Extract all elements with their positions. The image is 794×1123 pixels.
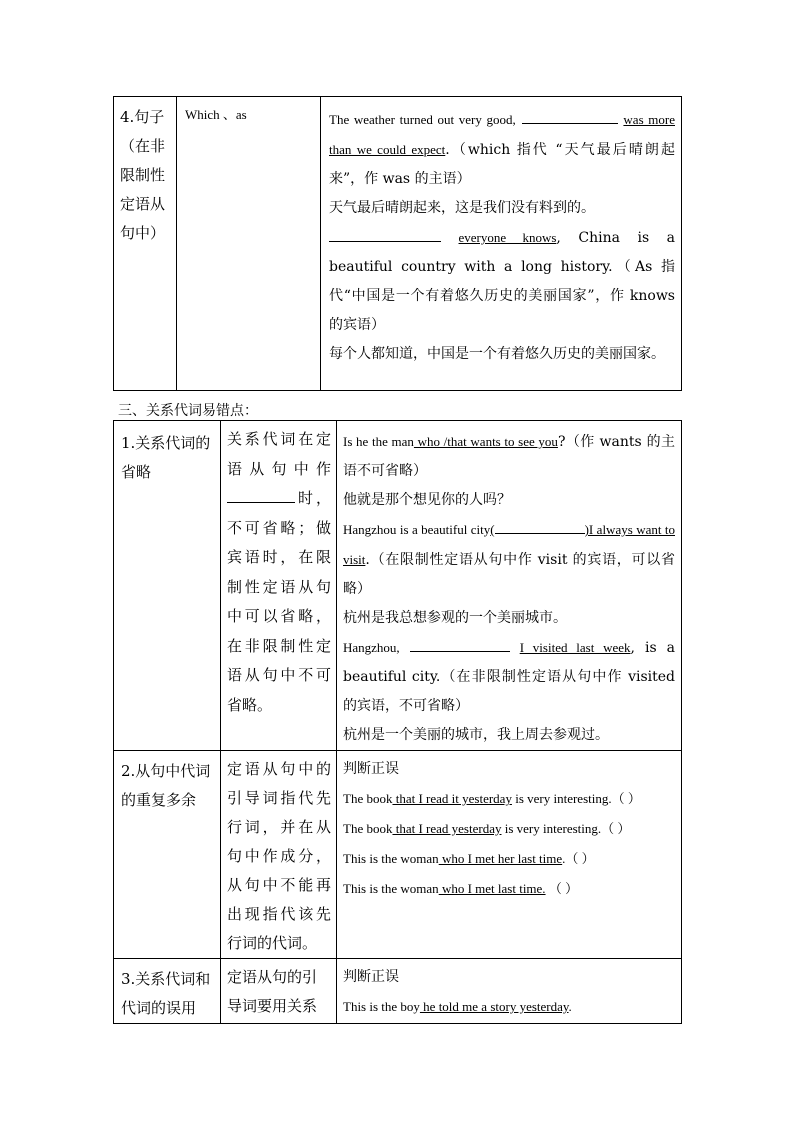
row2-sentence-4: This is the woman who I met last time. （ ） <box>343 881 579 896</box>
row2-label: 2.从句中代词的重复多余 <box>121 762 211 809</box>
table1-label-cell <box>114 97 177 391</box>
row3-rule: 定语从句的引导词要用关系 <box>227 968 318 1015</box>
row1-rule: 关系代词在定语从句中作时，不可省略；做宾语时，在限制性定语从句中可以省略，在非限制性定语从句中不可省略。 <box>227 430 331 714</box>
answer-blank[interactable] <box>495 519 585 534</box>
row1-label: 1.关系代词的省略 <box>121 434 211 481</box>
table-row <box>114 959 682 1024</box>
table1-words: Which 、as <box>185 107 247 122</box>
row2-head: 判断正误 <box>343 761 399 777</box>
row1-rule-cell <box>221 421 337 751</box>
row2-label-cell <box>114 751 221 959</box>
table1-examples-cell <box>321 97 682 391</box>
table1-example-1-cn: 天气最后晴朗起来，这是我们没有料到的。 <box>329 200 595 216</box>
row2-sentence-1: The book that I read it yesterday is very interesting.（ ） <box>343 791 641 806</box>
section-title: 三、关系代词易错点： <box>118 403 258 419</box>
row2-examples-cell <box>337 751 682 959</box>
row1-example-3: Hangzhou, I visited last week, is a beautiful city.（在非限制性定语从句中作 visited 的宾语，不可省略） <box>343 633 675 721</box>
row1-example-2-cn: 杭州是我总想参观的一个美丽城市。 <box>343 610 567 626</box>
row3-examples-cell <box>337 959 682 1024</box>
table1-words-cell <box>177 97 321 391</box>
row1-example-1-cn: 他就是那个想见你的人吗？ <box>343 492 511 508</box>
table-row <box>114 421 682 751</box>
table-relative-pronoun-errors <box>113 420 682 1024</box>
row2-rule-cell <box>221 751 337 959</box>
table1-example-2-cn: 每个人都知道，中国是一个有着悠久历史的美丽国家。 <box>329 346 665 362</box>
row2-sentence-3: This is the woman who I met her last time.（ ） <box>343 851 595 866</box>
row2-sentence-2: The book that I read yesterday is very interesting.（ ） <box>343 821 631 836</box>
table-sentence-antecedent <box>113 96 682 391</box>
table1-example-2: everyone knows, China is a beautiful country with a long history.（As 指代“中国是一个有着悠久历史的美丽国家”，作 knows 的宾语） <box>329 223 675 340</box>
table-row <box>114 751 682 959</box>
row1-example-2: Hangzhou is a beautiful city( )I always want to visit.（在限制性定语从句中作 visit 的宾语，可以省略） <box>343 515 675 604</box>
row1-example-1: Is he the man who /that wants to see you?（作 wants 的主语不可省略） <box>343 434 675 479</box>
answer-blank[interactable] <box>227 488 295 503</box>
row2-rule: 定语从句中的引导词指代先行词，并在从句中作成分，从句中不能再出现指代该先行词的代词。 <box>227 760 331 952</box>
table1-label: 4.句子（在非限制性定语从句中） <box>120 108 166 242</box>
row3-rule-cell <box>221 959 337 1024</box>
answer-blank[interactable] <box>522 109 618 124</box>
answer-blank[interactable] <box>329 227 441 242</box>
row1-label-cell <box>114 421 221 751</box>
row3-label-cell <box>114 959 221 1024</box>
row3-sentence-1: This is the boy he told me a story yesterday. <box>343 999 572 1014</box>
row3-head: 判断正误 <box>343 969 399 985</box>
row1-example-3-cn: 杭州是一个美丽的城市，我上周去参观过。 <box>343 727 609 743</box>
row3-label: 3.关系代词和代词的误用 <box>121 970 211 1017</box>
answer-blank[interactable] <box>410 637 510 652</box>
table1-example-1: The weather turned out very good, was more than we could expect.（which 指代 “天气最后晴朗起来”，作 was 的主语） <box>329 105 675 194</box>
row1-examples-cell <box>337 421 682 751</box>
